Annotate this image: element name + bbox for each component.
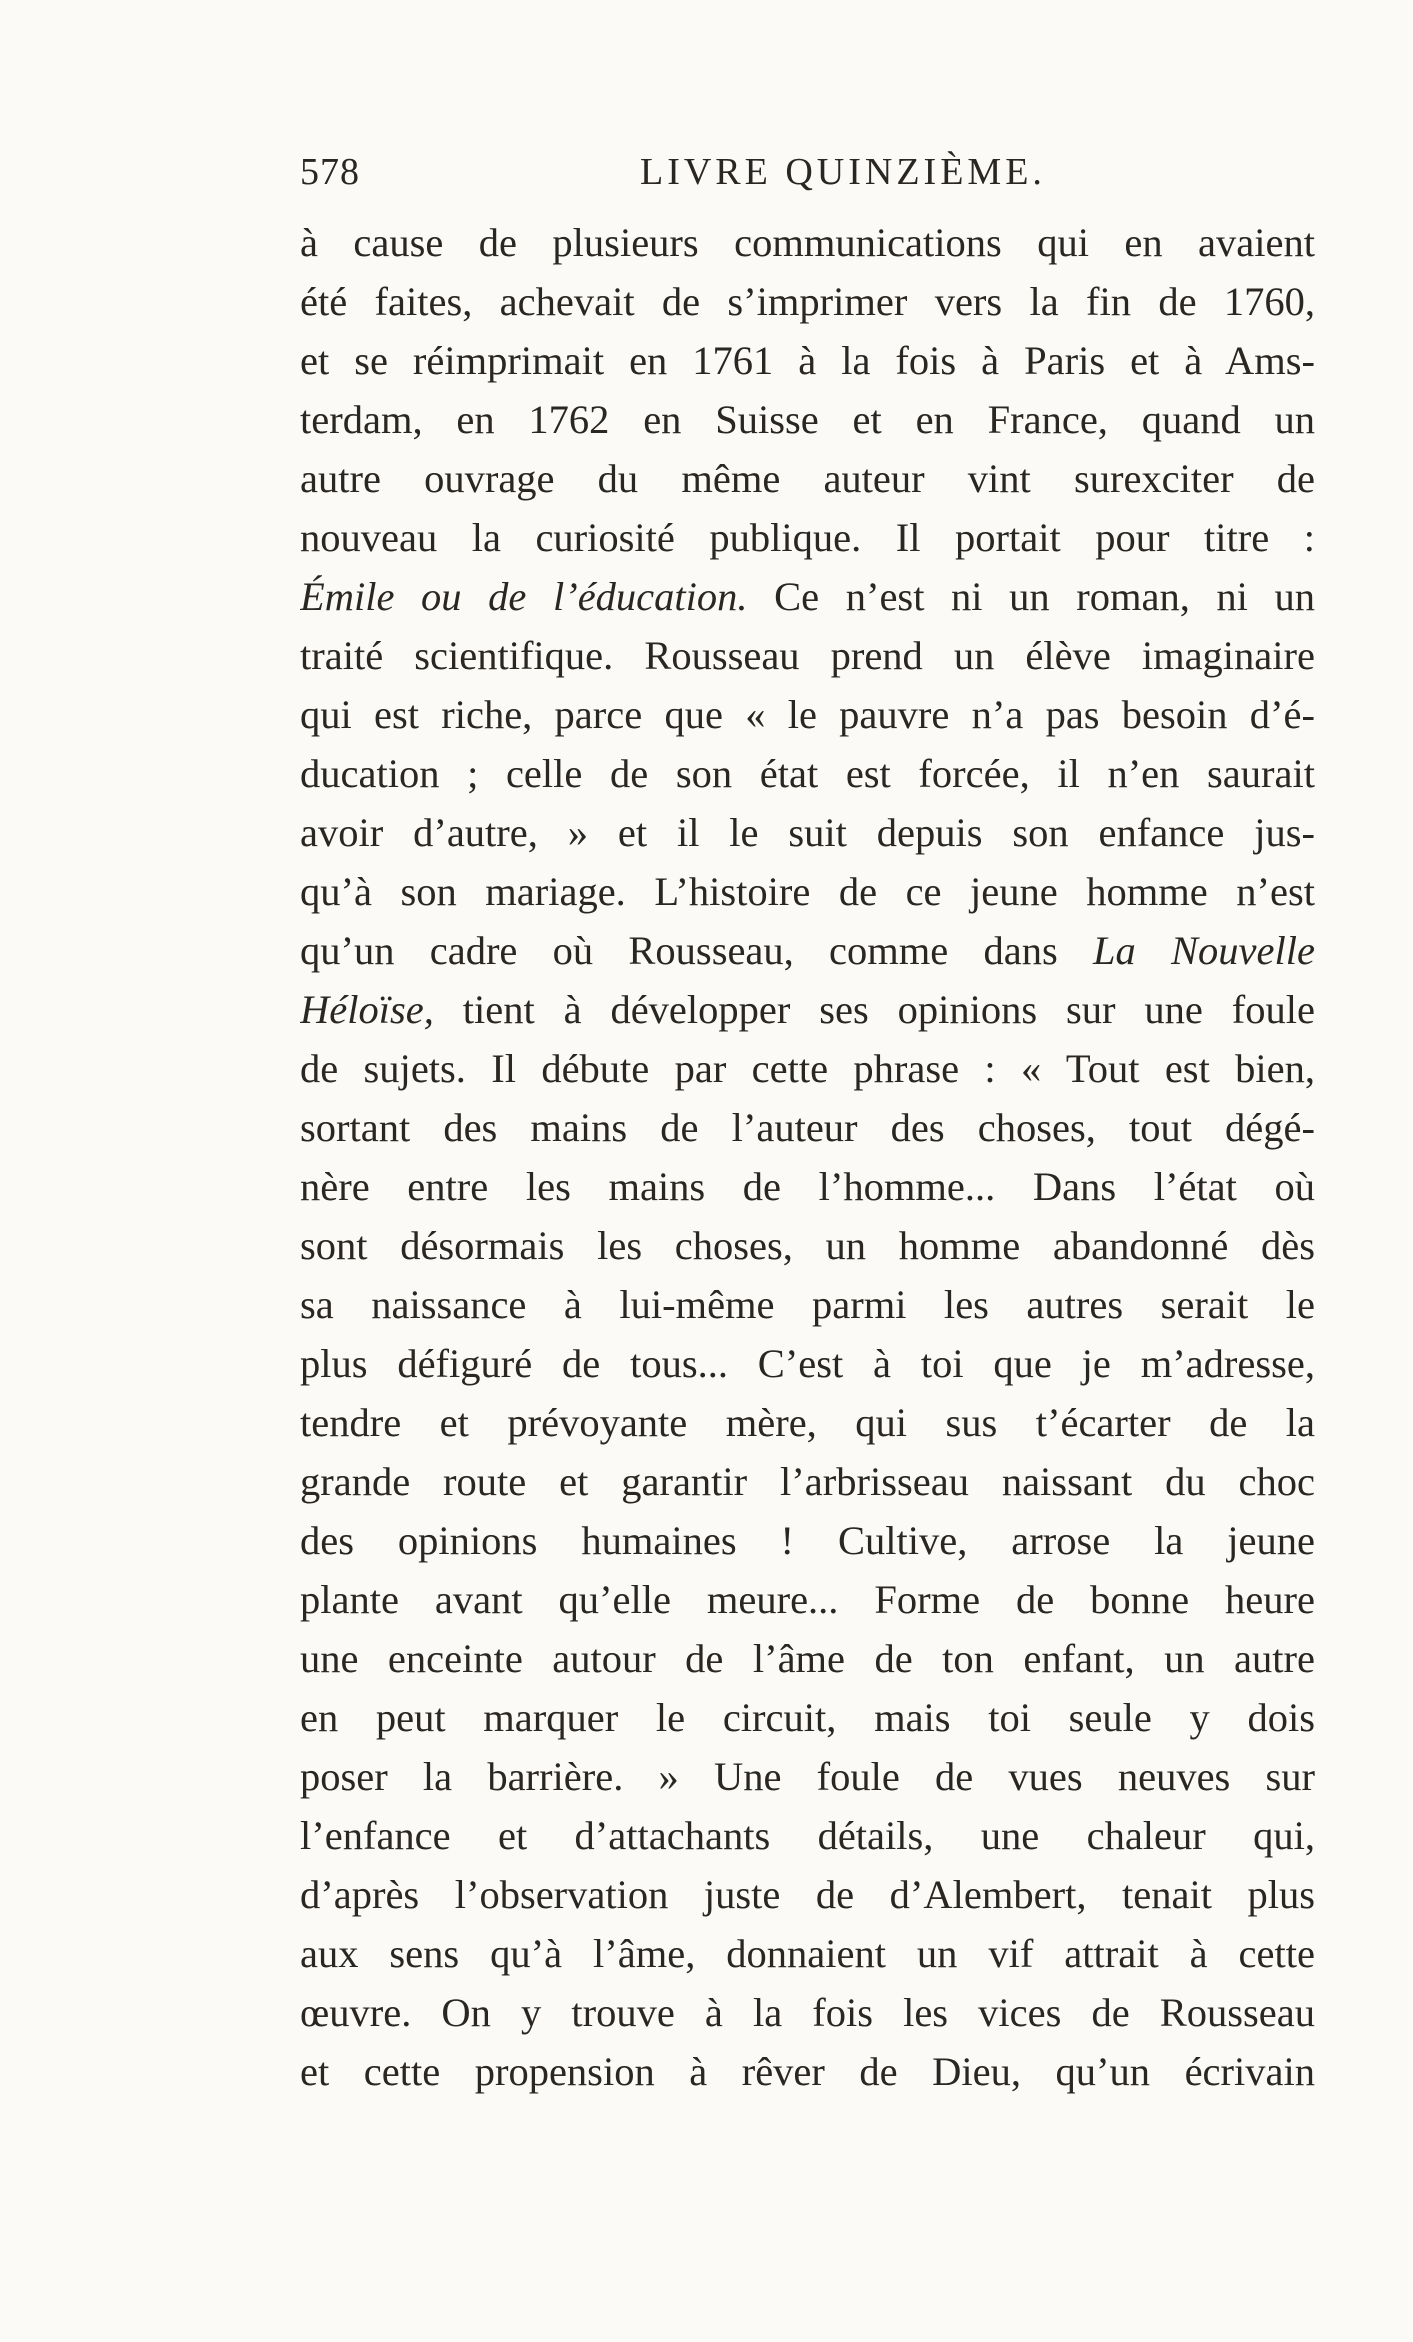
text-line: et se réimprimait en 1761 à la fois à Paris et à Ams- [300,338,1315,383]
text-line: sortant des mains de l’auteur des choses, tout dégé- [300,1105,1315,1150]
running-title: LIVRE QUINZIÈME. [640,151,1046,193]
text-line: terdam, en 1762 en Suisse et en France, quand un [300,397,1315,442]
text-line-with-italic-title [300,567,1315,626]
text-line: qu’à son mariage. L’histoire de ce jeune homme n’est [300,869,1315,914]
text-line: qui est riche, parce que « le pauvre n’a pas besoin d’é- [300,692,1315,737]
text-line: traité scientifique. Rousseau prend un élève imaginaire [300,633,1315,678]
text-line: nère entre les mains de l’homme... Dans l’état où [300,1164,1315,1209]
text-line: et cette propension à rêver de Dieu, qu’un écrivain [300,2049,1315,2094]
text-line: de sujets. Il débute par cette phrase : « Tout est bien, [300,1046,1315,1091]
text-line: tendre et prévoyante mère, qui sus t’écarter de la [300,1400,1315,1445]
book-title-heloise: Héloïse, [300,987,434,1032]
text-line: sa naissance à lui-même parmi les autres serait le [300,1282,1315,1327]
text-line: aux sens qu’à l’âme, donnaient un vif attrait à cette [300,1931,1315,1976]
text-line: sont désormais les choses, un homme abandonné dès [300,1223,1315,1268]
text-fragment: tient à développer ses opinions sur une foule [433,987,1315,1032]
text-fragment: qu’un cadre où Rousseau, comme dans [300,928,1093,973]
text-line: d’après l’observation juste de d’Alembert, tenait plus [300,1872,1315,1917]
text-line: à cause de plusieurs communications qui en avaient [300,220,1315,265]
text-line: nouveau la curiosité publique. Il portait pour titre : [300,515,1315,560]
text-fragment: Ce n’est ni un roman, ni un [747,574,1315,619]
text-line: poser la barrière. » Une foule de vues neuves sur [300,1754,1315,1799]
text-line: l’enfance et d’attachants détails, une chaleur qui, [300,1813,1315,1858]
text-line: une enceinte autour de l’âme de ton enfant, un autre [300,1636,1315,1681]
text-line: grande route et garantir l’arbrisseau naissant du choc [300,1459,1315,1504]
text-line: plus défiguré de tous... C’est à toi que je m’adresse, [300,1341,1315,1386]
running-head [300,150,1315,200]
text-line: avoir d’autre, » et il le suit depuis son enfance jus- [300,810,1315,855]
book-title-nouvelle: La Nouvelle [1093,928,1315,973]
text-line: œuvre. On y trouve à la fois les vices de Rousseau [300,1990,1315,2035]
body-text [300,213,1315,2101]
text-line-with-italic-title [300,980,1315,1039]
text-line: en peut marquer le circuit, mais toi seule y dois [300,1695,1315,1740]
text-line: plante avant qu’elle meure... Forme de bonne heure [300,1577,1315,1622]
text-line-with-italic-title [300,921,1315,980]
page-number: 578 [300,151,360,193]
text-line: été faites, achevait de s’imprimer vers la fin de 1760, [300,279,1315,324]
text-line: des opinions humaines ! Cultive, arrose la jeune [300,1518,1315,1563]
text-line: ducation ; celle de son état est forcée, il n’en saurait [300,751,1315,796]
text-line: autre ouvrage du même auteur vint surexciter de [300,456,1315,501]
book-title-emile: Émile ou de l’éducation. [300,574,748,619]
